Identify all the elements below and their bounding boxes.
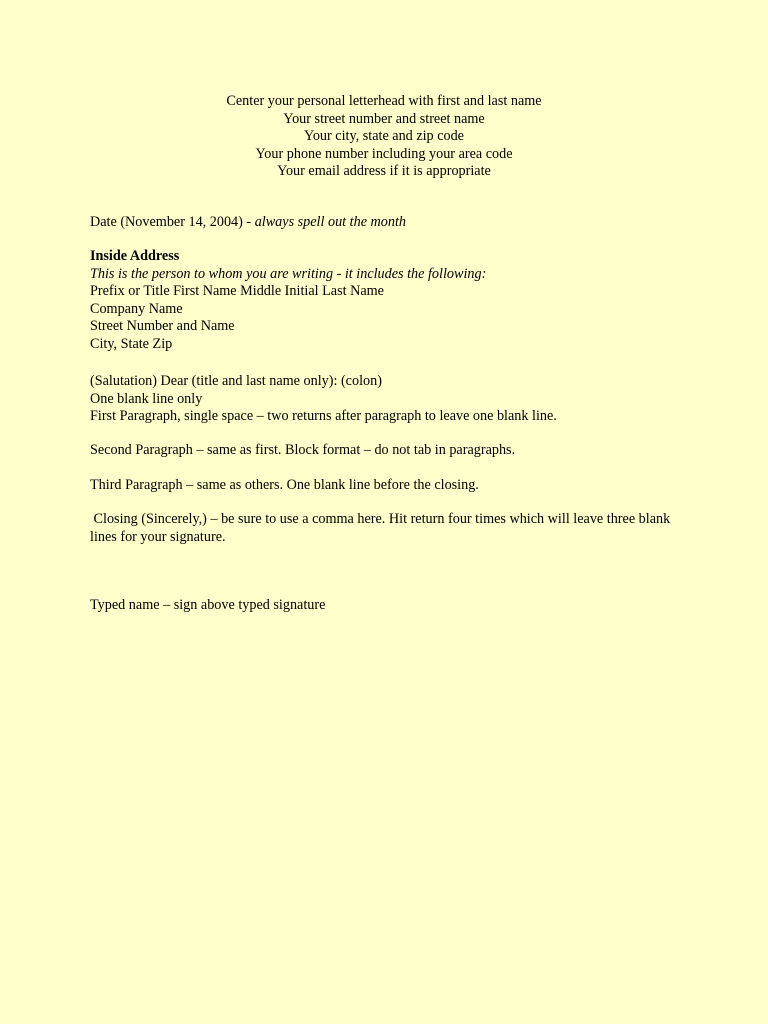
inside-address-city-line: City, State Zip <box>90 335 173 352</box>
inside-address-company-line: Company Name <box>90 300 183 317</box>
date-note: always spell out the month <box>254 214 407 230</box>
second-paragraph: Second Paragraph – same as first. Block format – do not tab in paragraphs. <box>90 442 516 458</box>
typed-name-block <box>90 597 690 615</box>
letterhead-phone-line: Your phone number including your area code <box>255 145 513 162</box>
closing-paragraph: Closing (Sincerely,) – be sure to use a comma here. Hit return four times which will leave three blank lines for your signature. <box>90 511 674 545</box>
first-paragraph: First Paragraph, single space – two returns after paragraph to leave one blank line. <box>90 408 557 425</box>
inside-address-name-line: Prefix or Title First Name Middle Initial Last Name <box>90 283 384 300</box>
letterhead-street-line: Your street number and street name <box>283 110 485 127</box>
inside-address-description: This is the person to whom you are writing - it includes the following: <box>90 265 487 282</box>
date-line <box>90 214 690 232</box>
letterhead-city-line: Your city, state and zip code <box>304 128 464 145</box>
letterhead-name-line: Center your personal letterhead with first and last name <box>226 93 542 109</box>
salutation-block <box>90 373 690 426</box>
third-paragraph: Third Paragraph – same as others. One blank line before the closing. <box>90 477 479 493</box>
blank-line-note: One blank line only <box>90 390 203 407</box>
inside-address-block <box>90 248 690 354</box>
letterhead-email-line: Your email address if it is appropriate <box>277 163 491 180</box>
date-text: Date (November 14, 2004) - <box>90 214 255 230</box>
third-paragraph-block <box>90 477 690 495</box>
second-paragraph-block <box>90 442 690 460</box>
letterhead <box>0 93 768 181</box>
inside-address-heading: Inside Address <box>90 248 180 264</box>
inside-address-street-line: Street Number and Name <box>90 318 235 335</box>
salutation-line: (Salutation) Dear (title and last name only): (colon) <box>90 373 382 389</box>
typed-name: Typed name – sign above typed signature <box>90 597 326 613</box>
